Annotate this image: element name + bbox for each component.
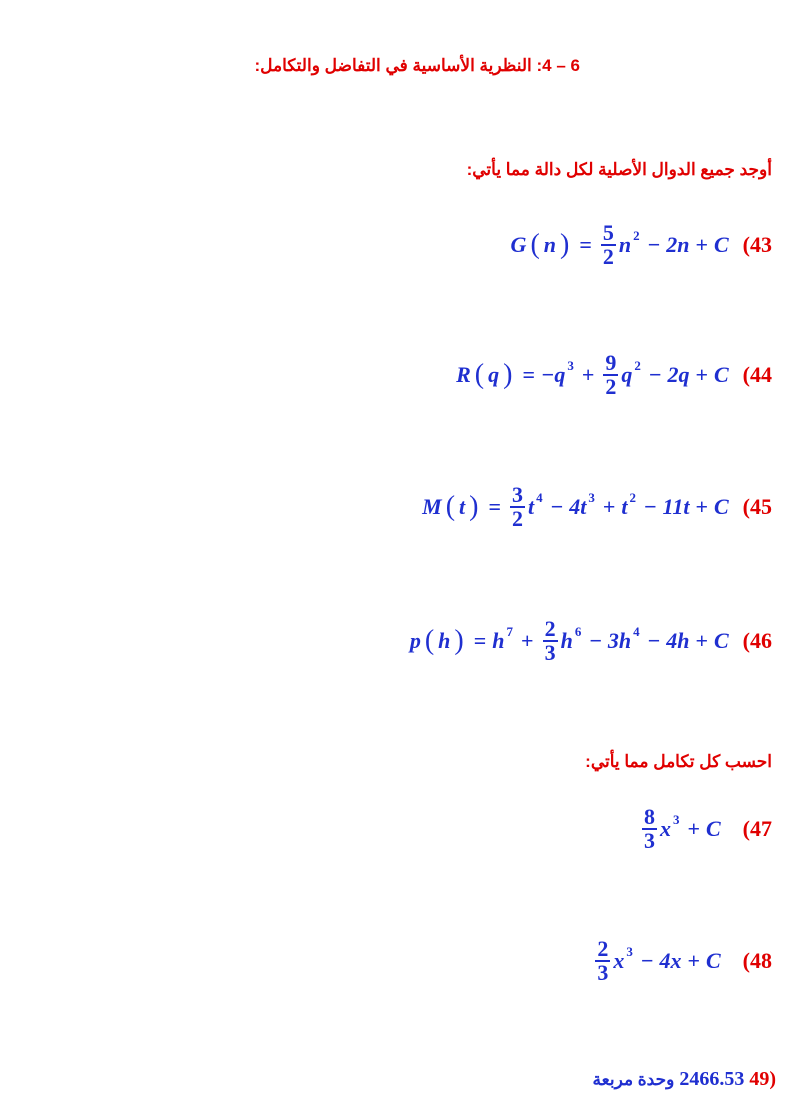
term: t <box>621 494 628 519</box>
minus-sign: − <box>589 628 602 653</box>
denominator: 3 <box>643 828 655 853</box>
minus-sign: − <box>643 494 657 519</box>
left-paren: ( <box>445 491 456 522</box>
variable: q <box>488 362 500 387</box>
problem-number: (46 <box>742 628 772 653</box>
plus-sign: + <box>695 232 708 257</box>
term: 2q <box>667 362 690 387</box>
constant: C <box>713 494 729 519</box>
expression-47 <box>639 806 721 852</box>
numerator: 8 <box>643 804 655 829</box>
exponent: 3 <box>626 944 633 959</box>
function-name: p <box>409 628 421 653</box>
term: 4x <box>659 948 682 973</box>
exponent: 3 <box>588 490 595 505</box>
fraction <box>603 352 618 398</box>
problem-47 <box>639 806 772 852</box>
fraction <box>543 618 558 664</box>
problem-number: (43 <box>742 232 772 257</box>
fraction <box>510 484 525 530</box>
exponent: 2 <box>629 490 636 505</box>
term: −q <box>541 362 566 387</box>
exponent: 3 <box>672 812 680 827</box>
variable: n <box>543 232 557 257</box>
term: 2n <box>666 232 690 257</box>
problem-43 <box>511 222 772 268</box>
right-paren: ) <box>503 359 513 390</box>
numerator: 2 <box>544 616 556 641</box>
equals-sign: = <box>522 362 535 387</box>
right-paren: ) <box>560 229 570 260</box>
term: 3h <box>607 628 632 653</box>
constant: C <box>705 816 721 841</box>
page-title: 6 – 4: النظرية الأساسية في التفاضل والتكامل: <box>254 56 580 75</box>
problem-48 <box>592 938 772 984</box>
plus-sign: + <box>695 628 708 653</box>
denominator: 3 <box>597 960 609 985</box>
exponent: 2 <box>633 228 640 243</box>
denominator: 3 <box>544 640 556 665</box>
right-paren: ) <box>454 625 464 656</box>
exponent: 3 <box>567 358 574 373</box>
answer-unit: وحدة مربعة <box>592 1070 675 1089</box>
left-paren: ( <box>424 625 435 656</box>
exponent: 2 <box>634 358 641 373</box>
denominator: 2 <box>512 506 524 531</box>
equals-sign: = <box>473 628 487 653</box>
function-name: G <box>510 232 527 257</box>
minus-sign: − <box>647 628 661 653</box>
expression-46 <box>410 618 729 664</box>
variable: h <box>560 628 573 653</box>
problem-44 <box>456 352 772 398</box>
numerator: 2 <box>597 936 609 961</box>
term: 4h <box>666 628 690 653</box>
variable: n <box>618 232 632 257</box>
left-paren: ( <box>530 229 540 260</box>
plus-sign: + <box>687 948 700 973</box>
denominator: 2 <box>602 244 614 269</box>
problem-number: (49 <box>749 1068 776 1090</box>
exponent: 6 <box>574 624 582 639</box>
variable: x <box>659 816 671 841</box>
constant: C <box>713 232 729 257</box>
minus-sign: − <box>640 948 654 973</box>
fraction <box>642 806 657 852</box>
numerator: 3 <box>512 482 524 507</box>
function-name: M <box>422 494 442 519</box>
minus-sign: − <box>550 494 564 519</box>
problem-number: (47 <box>742 816 772 841</box>
plus-sign: + <box>521 628 534 653</box>
minus-sign: − <box>648 362 662 387</box>
expression-45 <box>422 484 729 530</box>
numerator: 5 <box>602 220 614 245</box>
problem-number: (44 <box>742 362 772 387</box>
plus-sign: + <box>687 816 700 841</box>
constant: C <box>713 362 729 387</box>
term: 4t <box>569 494 587 519</box>
section-heading-integrals: احسب كل تكامل مما يأتي: <box>585 752 772 771</box>
denominator: 2 <box>605 374 617 399</box>
plus-sign: + <box>695 362 708 387</box>
numerator: 9 <box>605 350 617 375</box>
plus-sign: + <box>602 494 616 519</box>
variable: t <box>528 494 535 519</box>
variable: t <box>459 494 466 519</box>
variable: h <box>438 628 451 653</box>
exponent: 4 <box>536 490 543 505</box>
fraction <box>595 938 610 984</box>
equals-sign: = <box>488 494 502 519</box>
expression-44 <box>456 352 729 398</box>
exponent: 7 <box>506 624 514 639</box>
problem-45 <box>422 484 772 530</box>
plus-sign: + <box>695 494 708 519</box>
exponent: 4 <box>633 624 640 639</box>
right-paren: ) <box>469 491 479 522</box>
variable: q <box>621 362 633 387</box>
fraction <box>601 222 616 268</box>
expression-43 <box>511 222 729 268</box>
answer-value: 2466.53 <box>679 1068 745 1090</box>
plus-sign: + <box>581 362 595 387</box>
term: 11t <box>662 494 690 519</box>
expression-48 <box>592 938 720 984</box>
problem-number: (45 <box>742 494 772 519</box>
equals-sign: = <box>579 232 592 257</box>
variable: x <box>613 948 625 973</box>
problem-46 <box>410 618 772 664</box>
function-name: R <box>456 362 471 387</box>
constant: C <box>713 628 729 653</box>
left-paren: ( <box>474 359 485 390</box>
section-heading-antiderivatives: أوجد جميع الدوال الأصلية لكل دالة مما يأتي: <box>466 160 772 179</box>
term: h <box>492 628 505 653</box>
problem-number: (48 <box>742 948 772 973</box>
constant: C <box>705 948 721 973</box>
minus-sign: − <box>647 232 661 257</box>
problem-49 <box>593 1068 776 1091</box>
